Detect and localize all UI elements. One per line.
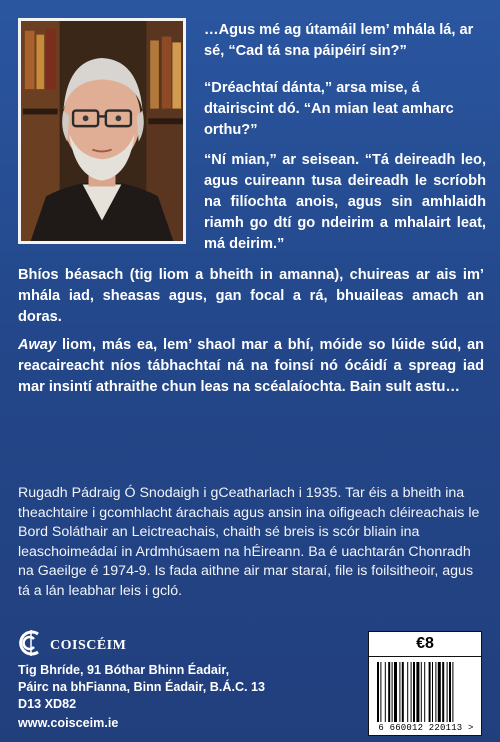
price-label: €8 [368,631,482,657]
publisher-name: COISCÉIM [50,638,127,653]
barcode-digits: 6 660012 220113 > [378,723,474,733]
excerpt-paragraph-5 [18,335,484,398]
excerpt-paragraph-3: “Ní mian,” ar seisean. “Tá deireadh leo, agus cuireann tusa deireadh le scríobh na filíochta anois, agus sin amhlaidh riamh go dtí go ndeirim a mhalairt leat, má deirim.” [204,152,486,252]
excerpt-away-word: Away [18,337,57,353]
address-line-1: Tig Bhríde, 91 Bóthar Bhinn Éadair, [18,663,230,677]
address-line-2: Páirc na bhFianna, Binn Éadair, B.Á.C. 13 [18,680,266,694]
excerpt-paragraph-4: Bhíos béasach (tig liom a bheith in amanna), chuireas ar ais im’ mhála iad, sheasas agus, gan focal a rá, bhuaileas amach an doras. [18,267,484,325]
coisceim-logo-icon [16,628,46,658]
excerpt-paragraph-1: …Agus mé ag útamáil lem’ mhála lá, ar sé, “Cad tá sna páipéirí sin?” [204,22,474,59]
author-bio: Rugadh Pádraig Ó Snodaigh i gCeatharlach i 1935. Tar éis a bheith ina theachtaire i gcomhlacht árachais agus ansin ina oifigeach cléireachais le Bord Soláthair an Leictreachais, chaith sé breis is scór bliain ina leaschoimeádaí in Ardmhúsaem na hÉireann. Ba é uachtarán Chonradh na Gaeilge é 1974-9. Is fada aithne air mar staraí, file is foilsitheoir, agus tá a lán leabhar leis i gcló. [18,485,480,599]
address-line-3: D13 XD82 [18,697,77,711]
author-photo [18,18,186,244]
publisher-website: www.coisceim.ie [18,716,119,730]
publisher-address [18,662,338,713]
excerpt-paragraph-5-text: liom, más ea, lem’ shaol mar a bhí, móide so lúide súd, an reacaireacht níos tábhachtaí ná na foinsí nó ócáidí a spreag iad mar insintí athraithe chun leas na scéalaíochta. Bain sult astu… [18,337,484,395]
barcode-bars [377,662,475,722]
excerpt-paragraph-2: “Dréachtaí dánta,” arsa mise, á dtairiscint dó. “An mian leat amharc orthu?” [204,80,454,138]
barcode [368,656,482,736]
